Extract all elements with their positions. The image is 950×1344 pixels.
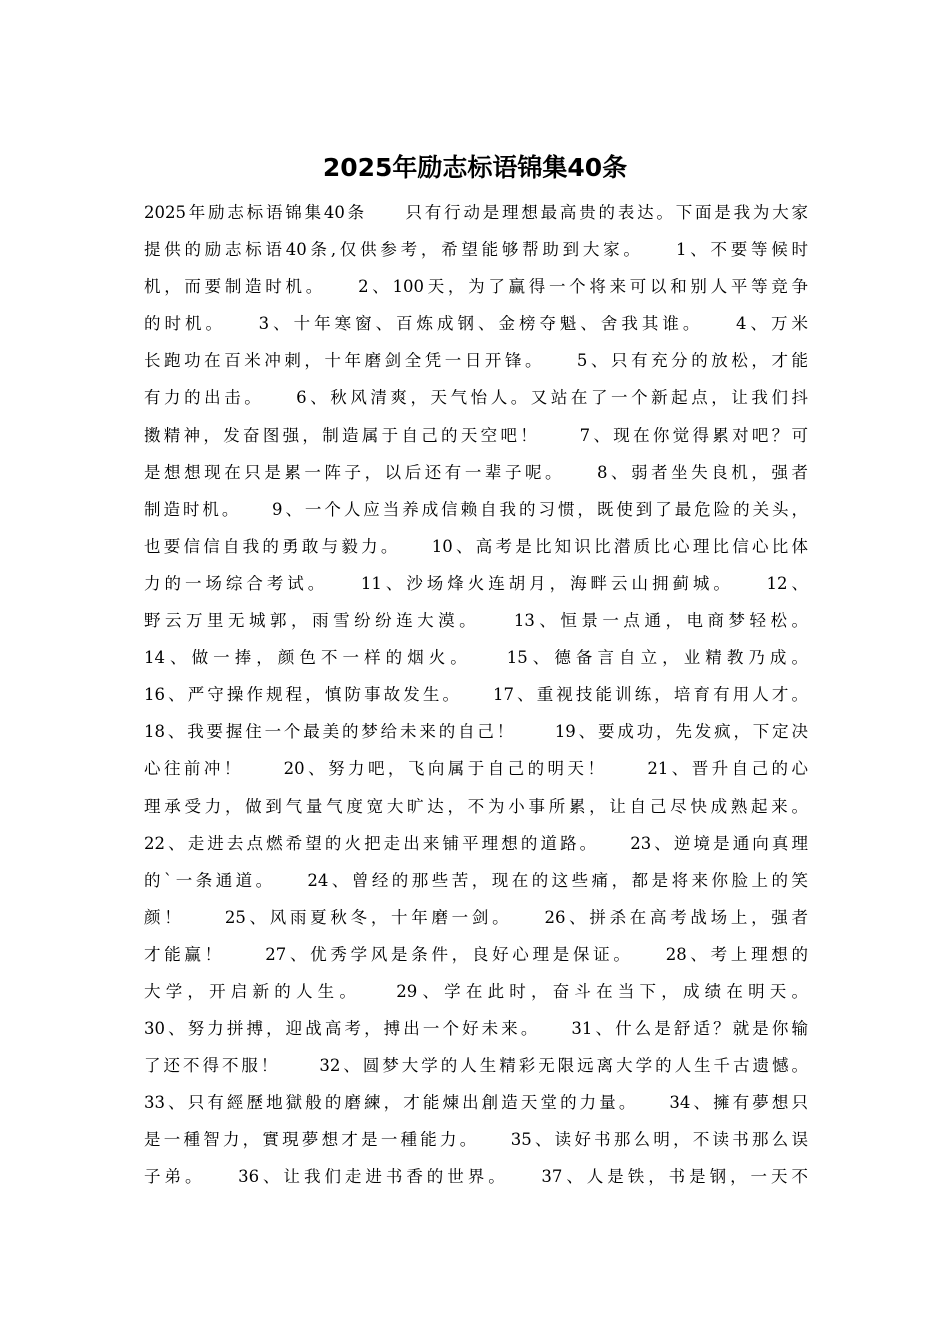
- document-title: 2025年励志标语锦集40条: [322, 153, 628, 182]
- body-line: 力的一场综合考试。 11、沙场烽火连胡月，海畔云山拥蓟城。 12、: [144, 573, 808, 593]
- body-line: 16、严守操作规程，慎防事故发生。 17、重视技能训练，培育有用人才。: [144, 685, 808, 705]
- body-line: 18、我要握住一个最美的梦给未来的自己！ 19、要成功，先发疯，下定决: [144, 722, 808, 742]
- body-line: 心往前冲！ 20、努力吧，飞向属于自己的明天！ 21、晋升自己的心: [144, 759, 808, 779]
- body-line: 机，而要制造时机。 2、100天，为了赢得一个将来可以和别人平等竞争: [144, 277, 808, 297]
- body-line: 子弟。 36、让我们走进书香的世界。 37、人是铁，书是钢，一天不: [144, 1167, 808, 1187]
- body-line: 了还不得不服！ 32、圆梦大学的人生精彩无限远离大学的人生千古遗憾。: [144, 1056, 808, 1076]
- body-line: 提供的励志标语40条,仅供参考，希望能够帮助到大家。 1、不要等候时: [144, 240, 808, 260]
- body-line: 的`一条通道。 24、曾经的那些苦，现在的这些痛，都是将来你脸上的笑: [144, 870, 808, 890]
- body-line: 2025年励志标语锦集40条 只有行动是理想最高贵的表达。下面是我为大家: [144, 203, 808, 222]
- body-line: 33、只有經歷地獄般的磨練，才能煉出創造天堂的力量。 34、擁有夢想只: [144, 1093, 808, 1113]
- body-line: 野云万里无城郭，雨雪纷纷连大漠。 13、恒景一点通，电商梦轻松。: [144, 611, 808, 631]
- body-line: 大学，开启新的人生。 29、学在此时，奋斗在当下，成绩在明天。: [144, 981, 808, 1001]
- body-line: 理承受力，做到气量气度宽大旷达，不为小事所累，让自己尽快成熟起来。: [144, 796, 808, 816]
- body-line: 的时机。 3、十年寒窗、百炼成钢、金榜夺魁、舍我其谁。 4、万米: [144, 314, 808, 334]
- body-line: 有力的出击。 6、秋风清爽，天气怡人。又站在了一个新起点，让我们抖: [144, 388, 808, 408]
- body-line: 长跑功在百米冲刺，十年磨剑全凭一日开锋。 5、只有充分的放松，才能: [144, 351, 808, 371]
- body-line: 才能赢！ 27、优秀学风是条件，良好心理是保证。 28、考上理想的: [144, 944, 808, 964]
- body-line: 也要信信自我的勇敢与毅力。 10、高考是比知识比潜质比心理比信心比体: [144, 536, 808, 556]
- body-line: 22、走进去点燃希望的火把走出来铺平理想的道路。 23、逆境是通向真理: [144, 833, 808, 853]
- body-line: 是一種智力，實現夢想才是一種能力。 35、读好书那么明，不读书那么误: [144, 1130, 808, 1150]
- body-line: 14、做一捧，颜色不一样的烟火。 15、德备言自立，业精教乃成。: [144, 648, 808, 668]
- body-line: 30、努力拼搏，迎战高考，搏出一个好未来。 31、什么是舒适？就是你输: [144, 1019, 808, 1039]
- document-body: [144, 194, 808, 1196]
- body-line: 制造时机。 9、一个人应当养成信赖自我的习惯，既使到了最危险的关头，: [144, 499, 808, 519]
- body-line: 擞精神，发奋图强，制造属于自己的天空吧！ 7、现在你觉得累对吧？可: [144, 425, 808, 445]
- body-line: 是想想现在只是累一阵子，以后还有一辈子呢。 8、弱者坐失良机，强者: [144, 462, 808, 482]
- body-line: 颜！ 25、风雨夏秋冬，十年磨一剑。 26、拼杀在高考战场上，强者: [144, 907, 808, 927]
